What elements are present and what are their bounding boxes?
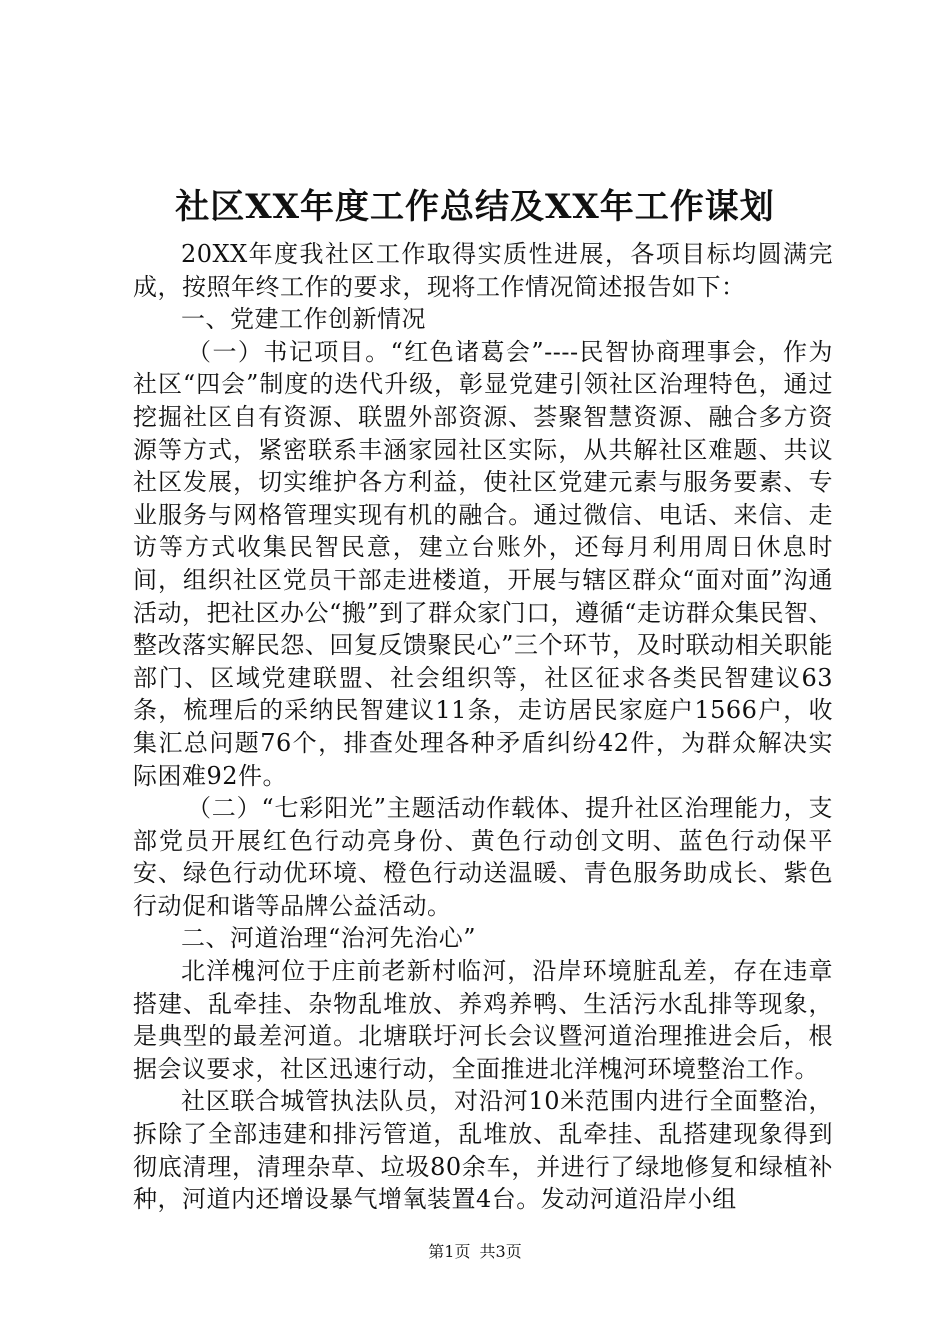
page-total: 共3页 <box>479 1242 522 1261</box>
document-body <box>133 238 833 1216</box>
paragraph-seven-colors: （二）“七彩阳光”主题活动作载体、提升社区治理能力，支部党员开展红色行动亮身份、黄色行动创文明、蓝色行动保平安、绿色行动优环境、橙色行动送温暖、青色服务助成长、紫色行动促和谐等品牌公益活动。 <box>133 794 833 920</box>
paragraph-river-background: 北洋槐河位于庄前老新村临河，沿岸环境脏乱差，存在违章搭建、乱牵挂、杂物乱堆放、养鸡养鸭、生活污水乱排等现象，是典型的最差河道。北塘联圩河长会议暨河道治理推进会后，根据会议要求，社区迅速行动，全面推进北洋槐河环境整治工作。 <box>133 957 833 1083</box>
section-heading-party-building: 一、党建工作创新情况 <box>181 305 426 334</box>
paragraph-intro: 20XX年度我社区工作取得实质性进展，各项目标均圆满完成，按照年终工作的要求，现将工作情况简述报告如下： <box>133 240 833 301</box>
section-heading-river-governance: 二、河道治理“治河先治心” <box>181 924 477 953</box>
page-footer <box>0 1242 950 1262</box>
document-title: 社区XX年度工作总结及XX年工作谋划 <box>175 187 775 227</box>
paragraph-river-remediation: 社区联合城管执法队员，对沿河10米范围内进行全面整治，拆除了全部违建和排污管道，乱堆放、乱牵挂、乱搭建现象得到彻底清理，清理杂草、垃圾80余车，并进行了绿地修复和绿植补种，河道内还增设暴气增氧装置4台。发动河道沿岸小组 <box>133 1087 833 1214</box>
paragraph-secretary-project: （一）书记项目。“红色诸葛会”----民智协商理事会，作为社区“四会”制度的迭代升级，彰显党建引领社区治理特色，通过挖掘社区自有资源、联盟外部资源、荟聚智慧资源、融合多方资源等方式，紧密联系丰涵家园社区实际，从共解社区难题、共议社区发展，切实维护各方利益，使社区党建元素与服务要素、专业服务与网格管理实现有机的融合。通过微信、电话、来信、走访等方式收集民智民意，建立台账外，还每月利用周日休息时间，组织社区党员干部走进楼道，开展与辖区群众“面对面”沟通活动，把社区办公“搬”到了群众家门口，遵循“走访群众集民智、整改落实解民怨、回复反馈聚民心”三个环节，及时联动相关职能部门、区域党建联盟、社会组织等，社区征求各类民智建议63条，梳理后的采纳民智建议11条，走访居民家庭户1566户，收集汇总问题76个，排查处理各种矛盾纠纷42件，为群众解决实际困难92件。 <box>133 337 833 790</box>
page-number: 第1页 <box>428 1242 471 1261</box>
